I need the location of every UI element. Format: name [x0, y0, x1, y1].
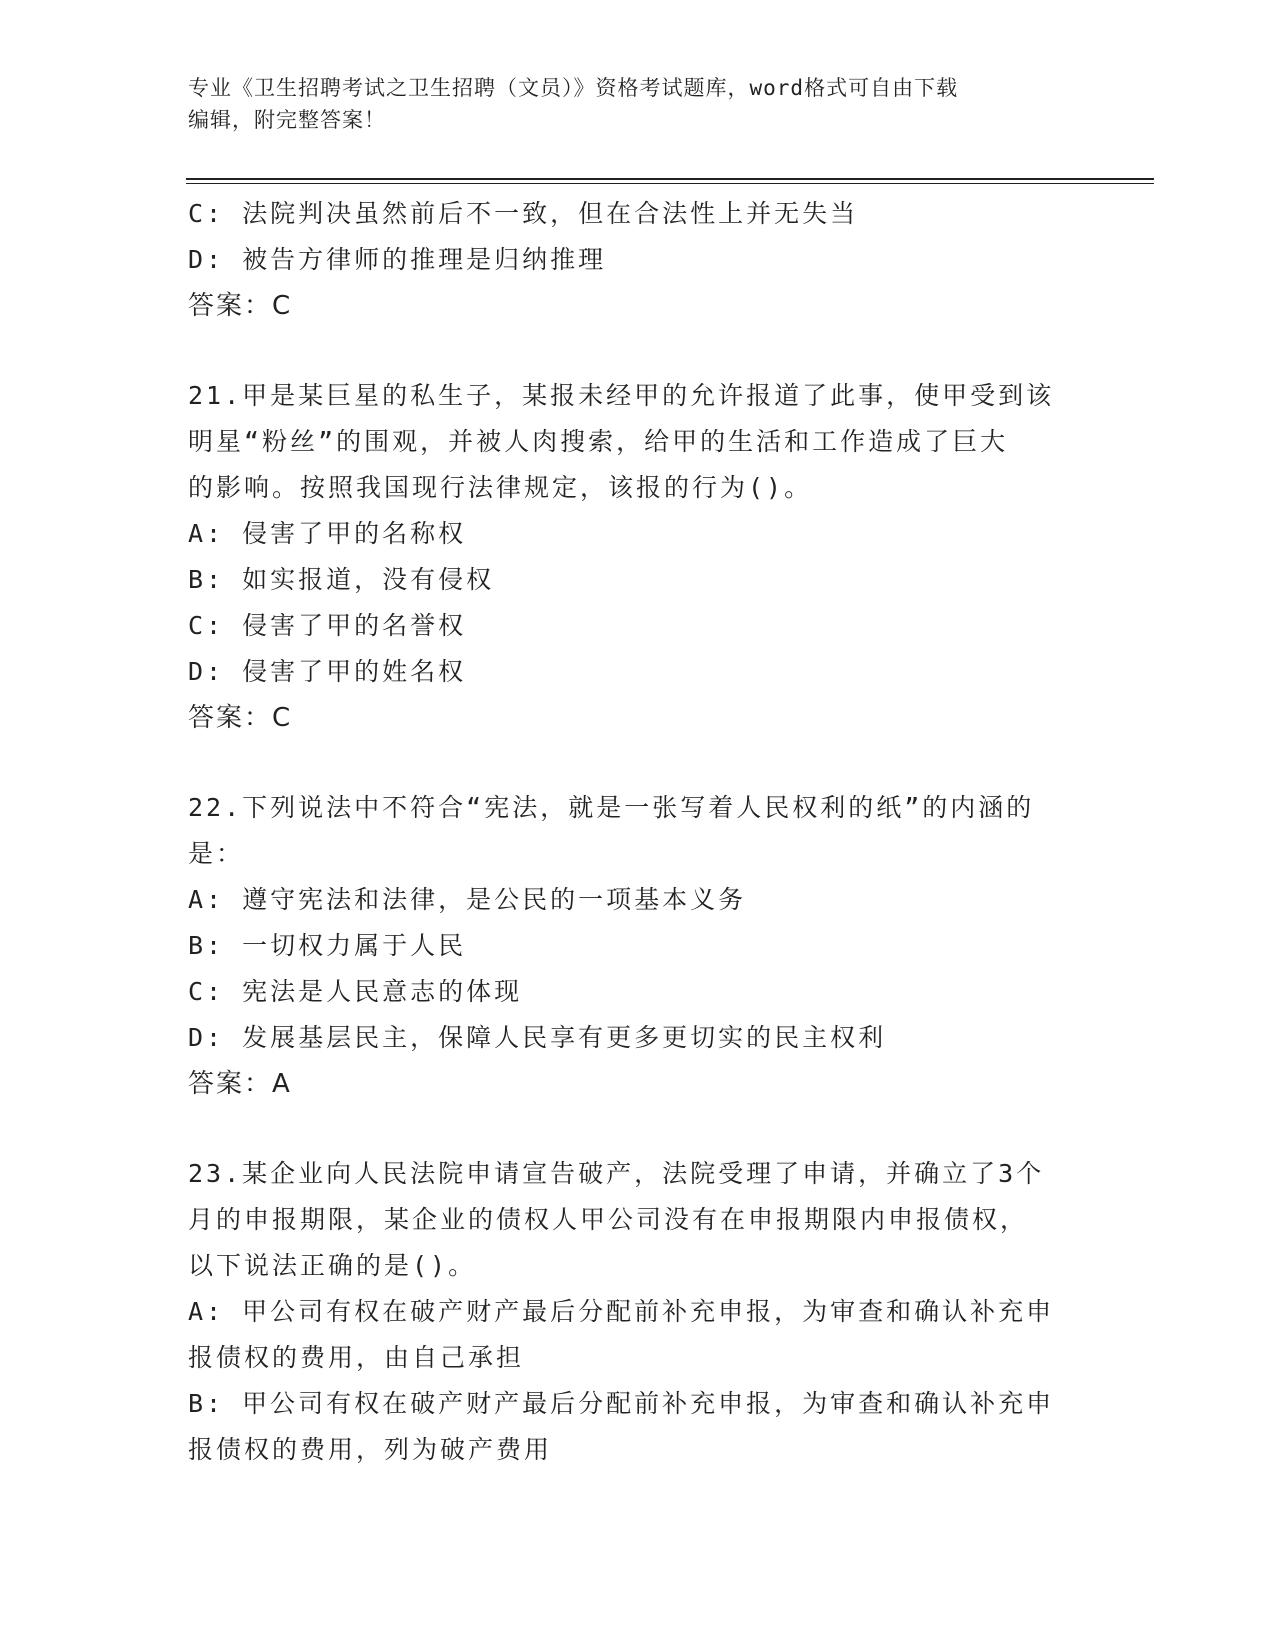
question-22	[188, 785, 1088, 1107]
prev-question-tail	[188, 191, 1088, 329]
option-c: C: 侵害了甲的名誉权	[188, 611, 467, 640]
header-divider-thick	[186, 178, 1154, 180]
question-21	[188, 373, 1088, 741]
option-a: A: 遵守宪法和法律，是公民的一项基本义务	[188, 885, 747, 914]
document-header	[188, 72, 1068, 136]
question-stem-line: 的影响。按照我国现行法律规定，该报的行为()。	[188, 473, 813, 502]
question-stem-line: 明星“粉丝”的围观，并被人肉搜索，给甲的生活和工作造成了巨大	[188, 427, 1009, 456]
header-line-1: 专业《卫生招聘考试之卫生招聘（文员）》资格考试题库，word格式可自由下载	[188, 76, 959, 100]
question-stem-line: 月的申报期限，某企业的债权人甲公司没有在申报期限内申报债权，	[188, 1205, 1029, 1234]
question-stem-line: 23.某企业向人民法院申请宣告破产，法院受理了申请，并确立了3个	[188, 1159, 1045, 1188]
option-d: D: 侵害了甲的姓名权	[188, 657, 467, 686]
option-d: D: 发展基层民主，保障人民享有更多更切实的民主权利	[188, 1023, 887, 1052]
header-line-2: 编辑，附完整答案！	[188, 108, 386, 132]
option-b: B: 甲公司有权在破产财产最后分配前补充申报，为审查和确认补充申	[188, 1389, 1055, 1418]
option-d: D: 被告方律师的推理是归纳推理	[188, 245, 607, 274]
question-stem-line: 以下说法正确的是()。	[188, 1251, 477, 1280]
option-c: C: 法院判决虽然前后不一致，但在合法性上并无失当	[188, 199, 859, 228]
option-a: A: 侵害了甲的名称权	[188, 519, 467, 548]
option-b-continued: 报债权的费用，列为破产费用	[188, 1435, 553, 1464]
option-a-continued: 报债权的费用，由自己承担	[188, 1343, 525, 1372]
answer-label: 答案：A	[188, 1069, 292, 1099]
answer-label: 答案：C	[188, 703, 293, 733]
question-stem-line: 22.下列说法中不符合“宪法，就是一张写着人民权利的纸”的内涵的	[188, 793, 1035, 822]
header-divider-thin	[186, 183, 1154, 184]
option-c: C: 宪法是人民意志的体现	[188, 977, 523, 1006]
question-23	[188, 1151, 1088, 1473]
question-content	[188, 191, 1088, 1473]
question-stem-line: 21.甲是某巨星的私生子，某报未经甲的允许报道了此事，使甲受到该	[188, 381, 1055, 410]
option-b: B: 一切权力属于人民	[188, 931, 467, 960]
answer-label: 答案：C	[188, 291, 293, 321]
option-a: A: 甲公司有权在破产财产最后分配前补充申报，为审查和确认补充申	[188, 1297, 1055, 1326]
question-stem-line: 是：	[188, 839, 245, 868]
option-b: B: 如实报道，没有侵权	[188, 565, 495, 594]
